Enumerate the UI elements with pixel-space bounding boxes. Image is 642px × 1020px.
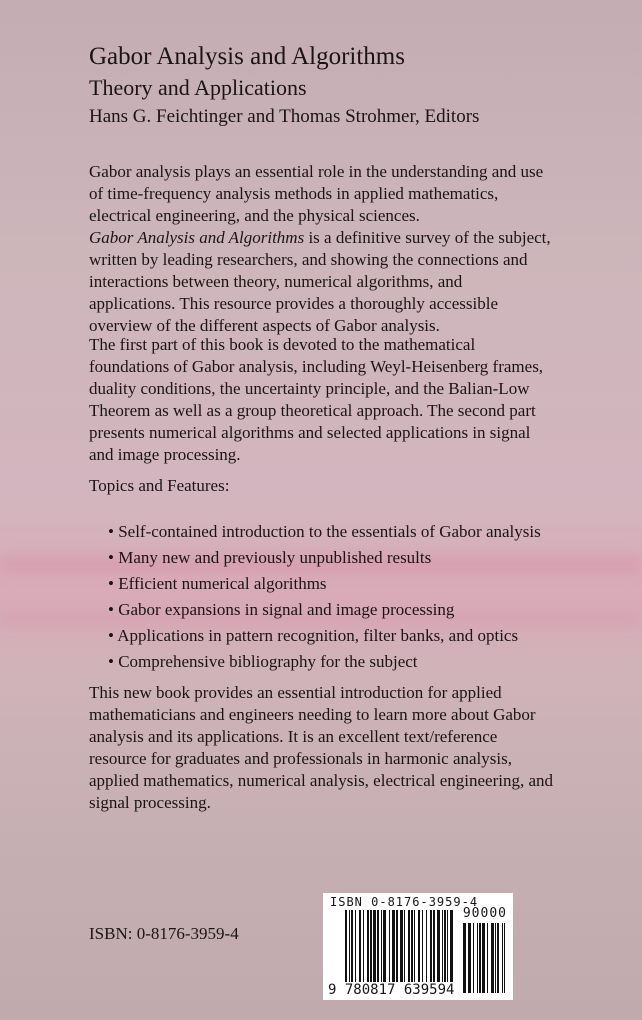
book-title: Gabor Analysis and Algorithms: [89, 43, 405, 70]
text-line: foundations of Gabor analysis, including Weyl-Heisenberg frames,: [89, 357, 544, 376]
text-line: interactions between theory, numerical algorithms, and: [89, 272, 463, 291]
barcode-addon: 90000: [462, 906, 507, 921]
text-line: resource for graduates and professionals in harmonic analysis,: [89, 749, 512, 768]
paragraph-intro: [89, 161, 543, 227]
barcode-gap: [505, 923, 507, 993]
list-item: • Gabor expansions in signal and image processing: [108, 600, 455, 619]
text-line: electrical engineering, and the physical sciences.: [89, 206, 420, 225]
text-line: mathematicians and engineers needing to learn more about Gabor: [89, 705, 536, 724]
barcode-bars-addon: [463, 923, 507, 993]
text-line: [89, 227, 551, 249]
barcode: [323, 893, 513, 1000]
text-line: signal processing.: [89, 793, 211, 812]
text-line: and image processing.: [89, 445, 241, 464]
paragraph-survey: [89, 227, 551, 337]
topics-heading: [89, 475, 229, 497]
text-line: written by leading researchers, and showing the connections and: [89, 250, 528, 269]
list-item: • Comprehensive bibliography for the subject: [108, 652, 418, 671]
text-span: is a definitive survey of the subject,: [304, 228, 551, 247]
barcode-isbn: ISBN 0-8176-3959-4: [330, 895, 479, 909]
text-line: duality conditions, the uncertainty principle, and the Balian-Low: [89, 379, 530, 398]
book-subtitle: Theory and Applications: [89, 75, 307, 100]
text-line: of time-frequency analysis methods in applied mathematics,: [89, 184, 499, 203]
barcode-ean: 9 780817 639594: [328, 982, 455, 998]
features-list: [108, 519, 541, 675]
list-item: • Many new and previously unpublished results: [108, 548, 432, 567]
text-line: Theorem as well as a group theoretical approach. The second part: [89, 401, 536, 420]
isbn-text: ISBN: 0-8176-3959-4: [89, 924, 239, 943]
text-line: presents numerical algorithms and selected applications in signal: [89, 423, 531, 442]
paragraph-contents: [89, 334, 543, 466]
text-line: Gabor analysis plays an essential role in the understanding and use: [89, 162, 544, 181]
book-editors: Hans G. Feichtinger and Thomas Strohmer, Editors: [89, 106, 480, 127]
text-line: overview of the different aspects of Gabor analysis.: [89, 316, 440, 335]
barcode-bars-main: [345, 910, 457, 988]
text-line: applied mathematics, numerical analysis, electrical engineering, and: [89, 771, 554, 790]
book-title-italic: Gabor Analysis and Algorithms: [89, 228, 305, 247]
text-line: The first part of this book is devoted to the mathematical: [89, 335, 476, 354]
list-item: • Applications in pattern recognition, filter banks, and optics: [108, 626, 519, 645]
barcode-gap: [453, 910, 455, 988]
text-line: This new book provides an essential introduction for applied: [89, 683, 502, 702]
text-line: analysis and its applications. It is an excellent text/reference: [89, 727, 498, 746]
list-item: • Self-contained introduction to the essentials of Gabor analysis: [108, 522, 541, 541]
topics-heading-text: Topics and Features:: [89, 476, 230, 495]
list-item: • Efficient numerical algorithms: [108, 574, 327, 593]
paragraph-audience: [89, 682, 553, 814]
text-line: applications. This resource provides a thoroughly accessible: [89, 294, 498, 313]
